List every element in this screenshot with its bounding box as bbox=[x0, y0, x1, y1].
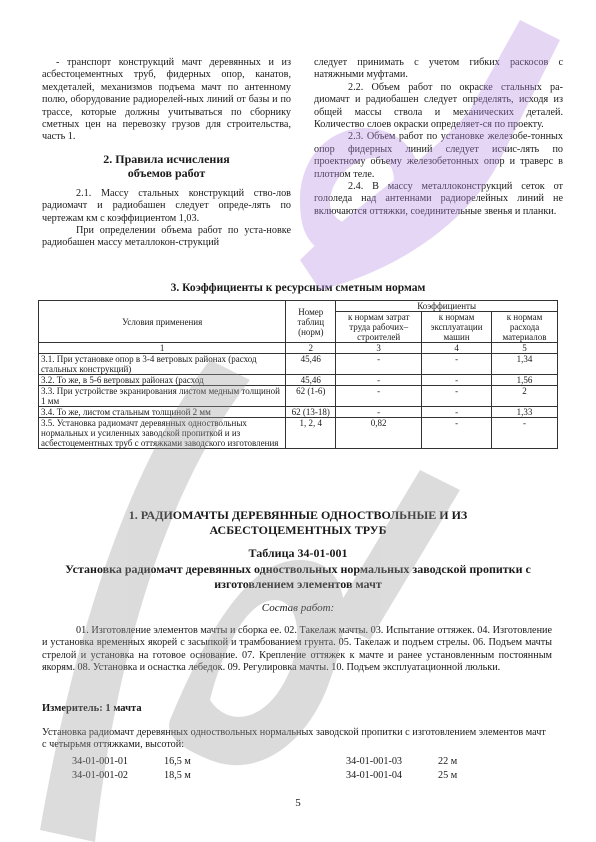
section-3-heading: 3. Коэффициенты к ресурсным сметным нормам bbox=[170, 282, 426, 294]
left-column bbox=[42, 57, 291, 250]
works-text: 01. Изготовление элементов мачты и сборка ее. 02. Такелаж мачты. 03. Испытание оттяжек. 04. Изготовление и установка временных якорей с засыпкой и трамбованием грунта. 05. Такелаж и подъем стрелы. 06. Подъем мачты стрелой и установка на готовое основание. 07. Крепление оттяжек к мачте и ранее установленным постоянным якорям. 08. Установка и оснастка лебедок. 09. Регулировка мачты. 10. Подъем эксплуатационной люльки. bbox=[42, 625, 552, 674]
table-number-row: 1 2 3 4 5 bbox=[39, 343, 558, 354]
header-machines: к нормам эксплуатации машин bbox=[422, 312, 492, 343]
code-row: 34-01-001-04 25 м bbox=[346, 770, 458, 781]
paragraph-continued: следует принимать с учетом гибких раскосов с натяжными муфтами. bbox=[314, 57, 563, 81]
paragraph-2-2: 2.2. Объем работ по окраске стальных ра-диомачт и радиобашен следует определять, исходя из общей массы ствола и механических деталей. Количество слоев окраски определяет-ся по проекту. bbox=[314, 81, 563, 131]
code-row: 34-01-001-02 18,5 м bbox=[72, 770, 191, 781]
table-row: 3.1. При установке опор в 3-4 ветровых районах (расход стальных конструкций) 45,46 - - 1,34 bbox=[39, 354, 558, 375]
paragraph-2-3: 2.3. Объем работ по установке железобе-тонных опор фидерных линий следует исчис-лять по проектному объему железобетонных опор и траверс в плотном теле. bbox=[314, 131, 563, 180]
code-row: 34-01-001-03 22 м bbox=[346, 756, 458, 767]
table-header-row bbox=[39, 301, 558, 312]
paragraph-2-1: 2.1. Массу стальных конструкций ство-лов радиомачт и радиобашен следует опреде-лять по чертежам км с коэффициентом 1,03. bbox=[42, 187, 291, 224]
header-labor: к нормам затрат труда рабочих–строителей bbox=[336, 312, 422, 343]
coefficients-table bbox=[38, 300, 558, 449]
page-number: 5 bbox=[295, 797, 301, 809]
header-coefficients: Коэффициенты bbox=[336, 301, 558, 312]
table-code: Таблица 34-01-001 bbox=[248, 546, 348, 560]
header-materials: к нормам расхода материалов bbox=[492, 312, 558, 343]
intro-text: Установка радиомачт деревянных одноствольных нормальных заводской пропитки с изготовлением элементов мачт с четырьмя оттяжками, высотой: bbox=[42, 727, 546, 751]
chapter-heading: 1. РАДИОМАЧТЫ ДЕРЕВЯННЫЕ ОДНОСТВОЛЬНЫЕ И ИЗ АСБЕСТОЦЕМЕНТНЫХ ТРУБ bbox=[128, 508, 468, 537]
measure-unit: Измеритель: 1 мачта bbox=[42, 703, 142, 714]
paragraph-2-4: 2.4. В массу металлоконструкций сеток от гололеда над антеннами радиорелейных линий не включаются оттяжки, соединительные звенья и планки. bbox=[314, 181, 563, 217]
table-row: 3.2. То же, в 5-6 ветровых районах (расход 45,46 - - 1,56 bbox=[39, 375, 558, 386]
code-row: 34-01-001-01 16,5 м bbox=[72, 756, 191, 767]
table-row: 3.4. То же, листом стальным толщиной 2 мм 62 (13-18) - - 1,33 bbox=[39, 407, 558, 418]
header-number: Номер таблиц (норм) bbox=[286, 301, 336, 343]
paragraph-2-1-cont: При определении объема работ по уста-новке радиобашен массу металлокон-струкций bbox=[42, 225, 291, 249]
table-title: Установка радиомачт деревянных одноствольных нормальных заводской пропитки с изготовлением элементов мачт bbox=[65, 562, 531, 591]
codes-left bbox=[72, 755, 191, 783]
table-row: 3.3. При устройстве экранирования листом медным толщиной 1 мм 62 (1-6) - - 2 bbox=[39, 386, 558, 407]
codes-right bbox=[346, 755, 457, 783]
paragraph-transport: - транспорт конструкций мачт деревянных и из асбестоцементных труб, фидерных опор, канатов, мехдеталей, механизмов подъема мачт по антенному полю, оборудование радиорелей-ных линий от базы и по трассе, которые должны учитываться по сборнику сметных цен на перевозку грузов для строительства, часть 1. bbox=[42, 57, 291, 143]
header-conditions: Условия применения bbox=[39, 301, 286, 343]
section-2-heading: 2. Правила исчисления объемов работ bbox=[103, 151, 230, 180]
right-column bbox=[314, 57, 563, 218]
table-row: 3.5. Установка радиомачт деревянных одноствольных нормальных и усиленных заводской пропиткой и из асбестоцементных труб с оттяжками заводского изготовления 1, 2, 4 0,82 - - bbox=[39, 418, 558, 449]
works-label: Состав работ: bbox=[261, 602, 335, 614]
